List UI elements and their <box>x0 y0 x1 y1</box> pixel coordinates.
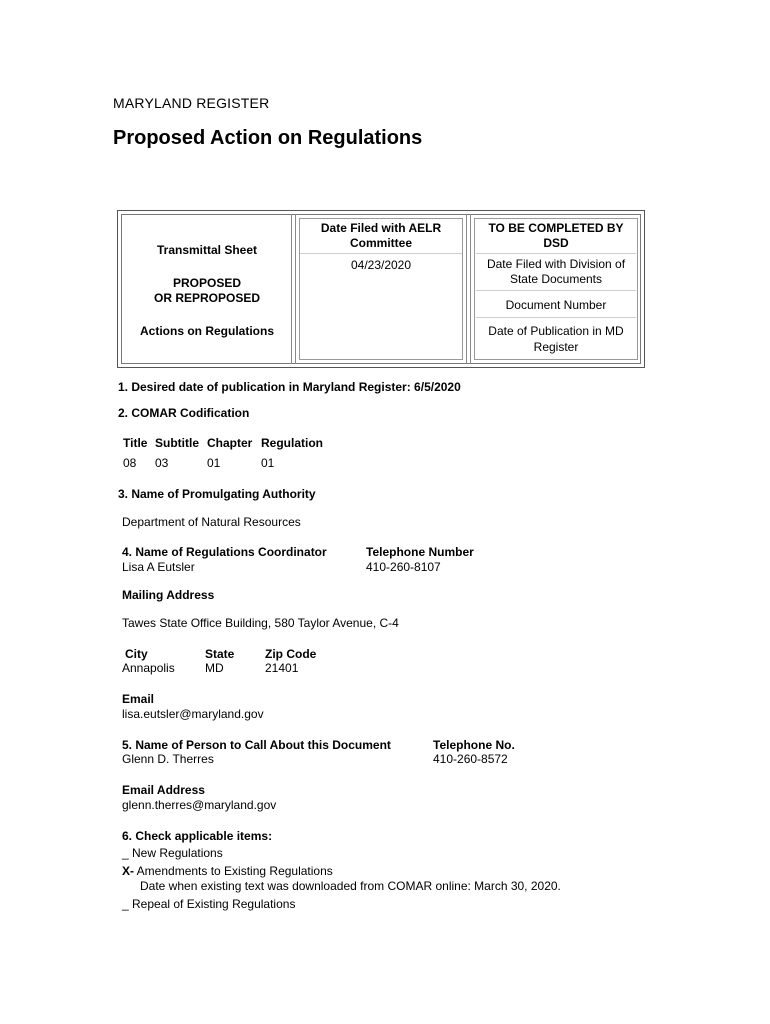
cell-rule <box>300 253 462 254</box>
authority-value: Department of Natural Resources <box>122 515 301 529</box>
coordinator-heading: 4. Name of Regulations Coordinator <box>122 545 327 559</box>
zip-value: 21401 <box>265 661 299 675</box>
actions-label: Actions on Regulations <box>139 324 274 338</box>
mailing-address: Tawes State Office Building, 580 Taylor Avenue, C-4 <box>122 616 399 630</box>
amendments-label: Amendments to Existing Regulations <box>134 864 333 878</box>
publication-date-label: Date of Publication in MD <box>488 324 624 338</box>
comar-subtitle-value: 03 <box>155 456 169 470</box>
mailing-address-label: Mailing Address <box>122 588 215 602</box>
reproposed-label: OR REPROPOSED <box>153 291 261 305</box>
table-divider <box>466 214 467 364</box>
cell-rule <box>476 317 636 318</box>
coordinator-email-label: Email <box>122 692 155 706</box>
division-label: Date Filed with Division of <box>486 257 626 271</box>
page-title: Proposed Action on Regulations <box>113 127 423 149</box>
cell-rule <box>476 290 636 291</box>
contact-phone-label: Telephone No. <box>433 738 515 752</box>
division-label-2: State Documents <box>509 272 603 286</box>
table-divider <box>295 214 296 364</box>
contact-heading: 5. Name of Person to Call About this Document <box>122 738 391 752</box>
document-number-label: Document Number <box>505 298 607 312</box>
item-amendments <box>122 864 333 879</box>
coordinator-name: Lisa A Eutsler <box>122 560 195 574</box>
amendments-note: Date when existing text was downloaded from COMAR online: March 30, 2020. <box>140 879 561 893</box>
item-new-regulations: _ New Regulations <box>122 846 223 860</box>
contact-email-label: Email Address <box>122 783 205 797</box>
comar-header-subtitle: Subtitle <box>155 436 199 450</box>
proposed-label: PROPOSED <box>172 276 241 290</box>
comar-title-value: 08 <box>123 456 137 470</box>
state-value: MD <box>205 661 224 675</box>
comar-header-title: Title <box>123 436 148 450</box>
authority-heading: 3. Name of Promulgating Authority <box>118 487 316 501</box>
city-label: City <box>125 647 148 661</box>
cell-rule <box>476 253 636 254</box>
transmittal-sheet-label: Transmittal Sheet <box>156 243 258 257</box>
publication-date-label-2: Register <box>533 340 579 354</box>
table-divider <box>291 214 292 364</box>
date-filed-label-2: Committee <box>349 236 412 250</box>
dsd-label-2: DSD <box>543 236 569 250</box>
city-value: Annapolis <box>122 661 175 675</box>
publication-date-heading: 1. Desired date of publication in Maryland Register: 6/5/2020 <box>118 380 461 394</box>
contact-name: Glenn D. Therres <box>122 752 214 766</box>
comar-regulation-value: 01 <box>261 456 275 470</box>
zip-label: Zip Code <box>265 647 317 661</box>
comar-chapter-value: 01 <box>207 456 221 470</box>
comar-header-regulation: Regulation <box>261 436 323 450</box>
amendments-checkmark: X- <box>122 864 134 878</box>
date-filed-label: Date Filed with AELR <box>320 221 442 235</box>
applicable-items-heading: 6. Check applicable items: <box>122 829 273 843</box>
contact-email: glenn.therres@maryland.gov <box>122 798 277 812</box>
comar-heading: 2. COMAR Codification <box>118 406 250 420</box>
table-divider <box>470 214 471 364</box>
register-heading: MARYLAND REGISTER <box>113 95 270 111</box>
dsd-label: TO BE COMPLETED BY <box>488 221 624 235</box>
coordinator-phone-label: Telephone Number <box>366 545 474 559</box>
coordinator-phone: 410-260-8107 <box>366 560 441 574</box>
contact-phone: 410-260-8572 <box>433 752 508 766</box>
comar-header-chapter: Chapter <box>207 436 253 450</box>
item-repeal: _ Repeal of Existing Regulations <box>122 897 296 911</box>
state-label: State <box>205 647 235 661</box>
date-filed-value: 04/23/2020 <box>350 258 412 272</box>
coordinator-email: lisa.eutsler@maryland.gov <box>122 707 264 721</box>
